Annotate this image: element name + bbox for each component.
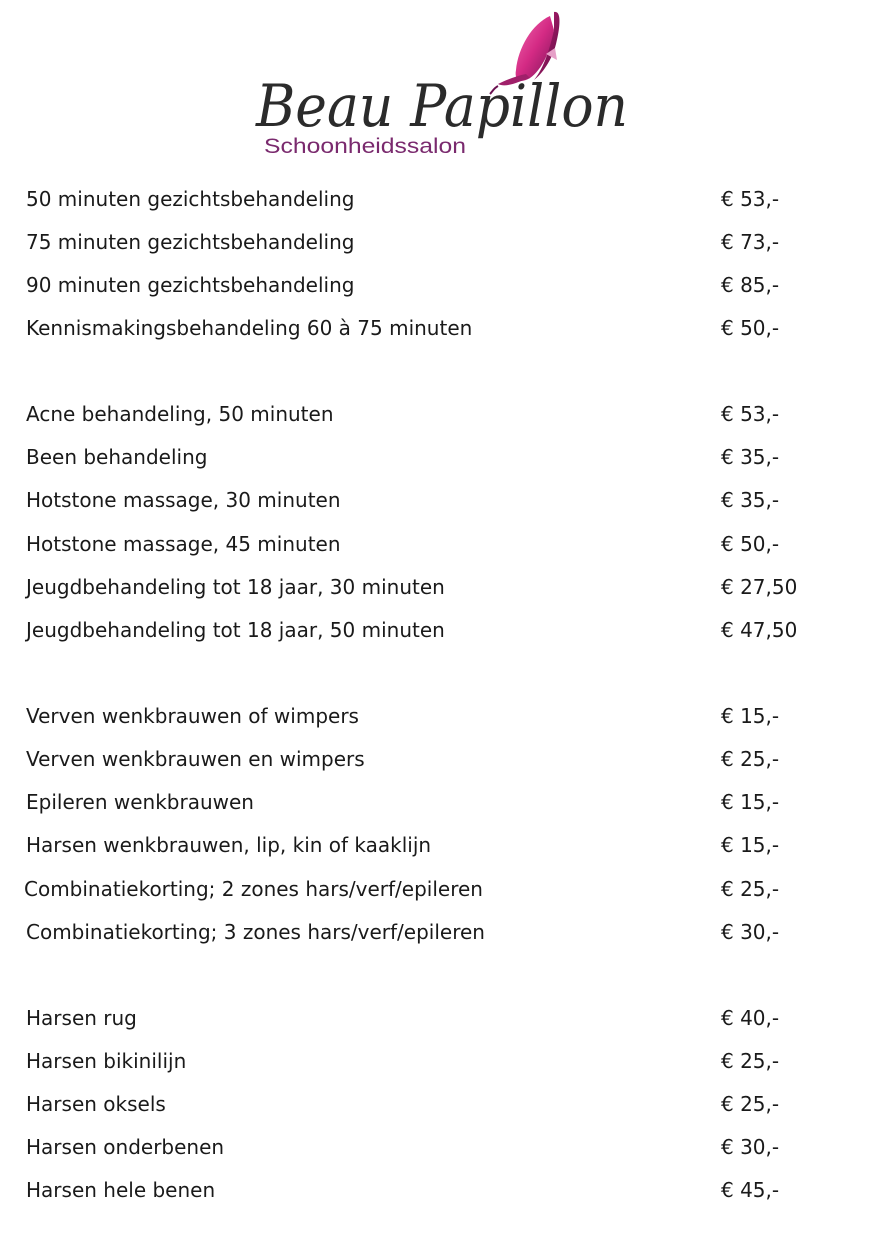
price-row [0, 830, 888, 860]
treatment-price: € 47,50 [721, 618, 798, 642]
price-row [0, 787, 888, 817]
price-row [0, 1132, 888, 1162]
treatment-price: € 25,- [721, 1049, 780, 1073]
logo-brand-text: Beau Papillon [255, 72, 629, 140]
treatment-label: Jeugdbehandeling tot 18 jaar, 50 minuten [26, 618, 445, 642]
treatment-price: € 35,- [721, 488, 780, 512]
price-row [0, 399, 888, 429]
treatment-label: 50 minuten gezichtsbehandeling [26, 187, 355, 211]
treatment-price: € 53,- [721, 187, 780, 211]
treatment-label: Been behandeling [26, 445, 208, 469]
treatment-price: € 15,- [721, 704, 780, 728]
treatment-label: Harsen bikinilijn [26, 1049, 187, 1073]
treatment-price: € 53,- [721, 402, 780, 426]
price-row [0, 615, 888, 645]
treatment-label: Hotstone massage, 30 minuten [26, 488, 341, 512]
price-row [0, 184, 888, 214]
treatment-price: € 25,- [721, 747, 780, 771]
price-row [0, 917, 888, 947]
price-row [0, 744, 888, 774]
treatment-price: € 25,- [721, 877, 780, 901]
treatment-price: € 15,- [721, 833, 780, 857]
treatment-label: Jeugdbehandeling tot 18 jaar, 30 minuten [26, 575, 445, 599]
price-row [0, 529, 888, 559]
treatment-label: Harsen oksels [26, 1092, 166, 1116]
price-row [0, 1046, 888, 1076]
treatment-label: Epileren wenkbrauwen [26, 790, 254, 814]
price-row [0, 701, 888, 731]
butterfly-logo-graphic [250, 8, 640, 160]
treatment-price: € 15,- [721, 790, 780, 814]
treatment-label: Kennismakingsbehandeling 60 à 75 minuten [26, 316, 473, 340]
salon-logo [250, 8, 640, 160]
treatment-label: Verven wenkbrauwen en wimpers [26, 747, 365, 771]
treatment-label: Hotstone massage, 45 minuten [26, 532, 341, 556]
price-row [0, 227, 888, 257]
treatment-price: € 30,- [721, 920, 780, 944]
treatment-label: Verven wenkbrauwen of wimpers [26, 704, 359, 728]
treatment-price: € 27,50 [721, 575, 798, 599]
price-row [0, 485, 888, 515]
logo-tagline-text: Schoonheidssalon [264, 135, 466, 158]
treatment-price: € 50,- [721, 532, 780, 556]
price-row [0, 1175, 888, 1205]
treatment-label: 90 minuten gezichtsbehandeling [26, 273, 355, 297]
price-row [0, 572, 888, 602]
price-row [0, 874, 888, 904]
price-row [0, 313, 888, 343]
price-row [0, 270, 888, 300]
treatment-label: Harsen wenkbrauwen, lip, kin of kaaklijn [26, 833, 432, 857]
treatment-price: € 50,- [721, 316, 780, 340]
treatment-price: € 30,- [721, 1135, 780, 1159]
treatment-label: 75 minuten gezichtsbehandeling [26, 230, 355, 254]
treatment-label: Harsen rug [26, 1006, 137, 1030]
treatment-price: € 25,- [721, 1092, 780, 1116]
treatment-price: € 35,- [721, 445, 780, 469]
treatment-price: € 85,- [721, 273, 780, 297]
treatment-label: Combinatiekorting; 3 zones hars/verf/epileren [26, 920, 485, 944]
treatment-price: € 73,- [721, 230, 780, 254]
treatment-label: Harsen onderbenen [26, 1135, 225, 1159]
treatment-price: € 45,- [721, 1178, 780, 1202]
price-row [0, 1089, 888, 1119]
price-row [0, 1003, 888, 1033]
price-row [0, 442, 888, 472]
treatment-price: € 40,- [721, 1006, 780, 1030]
treatment-label: Acne behandeling, 50 minuten [26, 402, 334, 426]
treatment-label: Harsen hele benen [26, 1178, 216, 1202]
treatment-label: Combinatiekorting; 2 zones hars/verf/epileren [24, 877, 483, 901]
